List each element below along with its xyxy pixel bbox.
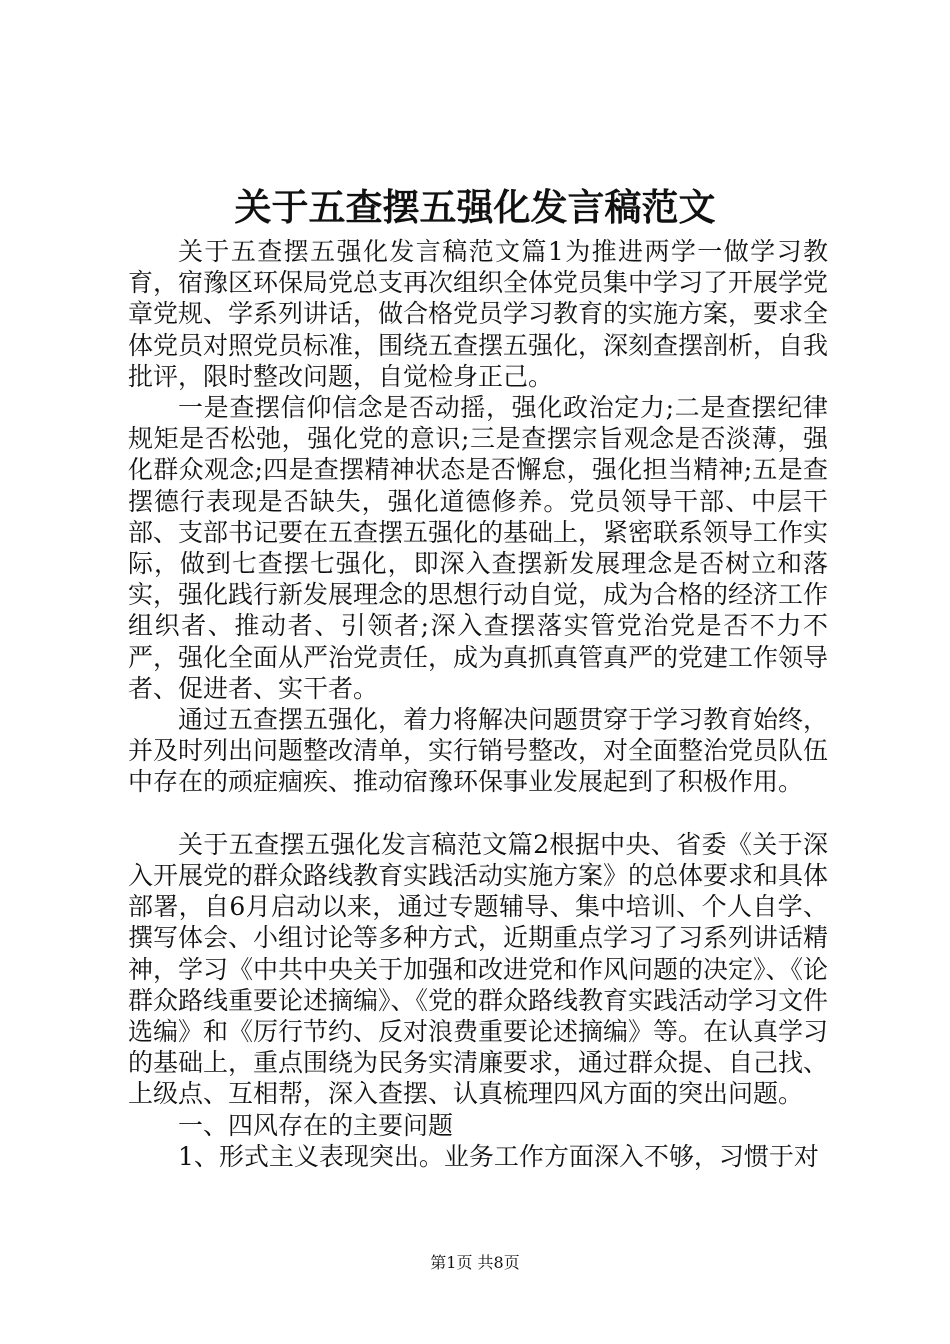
paragraph-3: 通过五查摆五强化，着力将解决问题贯穿于学习教育始终，并及时列出问题整改清单，实行销号整改，对全面整治党员队伍中存在的顽症痼疾、推动宿豫环保事业发展起到了积极作用。	[128, 705, 829, 797]
paragraph-2: 一是查摆信仰信念是否动摇，强化政治定力;二是查摆纪律规矩是否松弛，强化党的意识;三是查摆宗旨观念是否淡薄，强化群众观念;四是查摆精神状态是否懈怠，强化担当精神;五是查摆德行表现是否缺失，强化道德修养。党员领导干部、中层干部、支部书记要在五查摆五强化的基础上，紧密联系领导工作实际，做到七查摆七强化，即深入查摆新发展理念是否树立和落实，强化践行新发展理念的思想行动自觉，成为合格的经济工作组织者、推动者、引领者;深入查摆落实管党治党是否不力不严，强化全面从严治党责任，成为真抓真管真严的党建工作领导者、促进者、实干者。	[128, 393, 829, 703]
document-title: 关于五查摆五强化发言稿范文	[234, 186, 716, 229]
paragraph-gap	[128, 798, 828, 829]
section-heading: 一、四风存在的主要问题	[178, 1110, 454, 1140]
page-footer: 第1页 共8页	[430, 1253, 520, 1272]
document-body	[128, 236, 828, 1172]
paragraph-1: 关于五查摆五强化发言稿范文篇1为推进两学一做学习教育，宿豫区环保局党总支再次组织全体党员集中学习了开展学党章党规、学系列讲话，做合格党员学习教育的实施方案，要求全体党员对照党员标准，围绕五查摆五强化，深刻查摆剖析，自我批评，限时整改问题，自觉检身正己。	[128, 237, 829, 391]
paragraph-4: 关于五查摆五强化发言稿范文篇2根据中央、省委《关于深入开展党的群众路线教育实践活动实施方案》的总体要求和具体部署，自6月启动以来，通过专题辅导、集中培训、个人自学、撰写体会、小组讨论等多种方式，近期重点学习了习系列讲话精神，学习《中共中央关于加强和改进党和作风问题的决定》、《论群众路线重要论述摘编》、《党的群众路线教育实践活动学习文件选编》和《厉行节约、反对浪费重要论述摘编》等。在认真学习的基础上，重点围绕为民务实清廉要求，通过群众提、自己找、上级点、互相帮，深入查摆、认真梳理四风方面的突出问题。	[128, 829, 829, 1109]
paragraph-5: 1、形式主义表现突出。业务工作方面深入不够，习惯于对	[178, 1141, 819, 1171]
